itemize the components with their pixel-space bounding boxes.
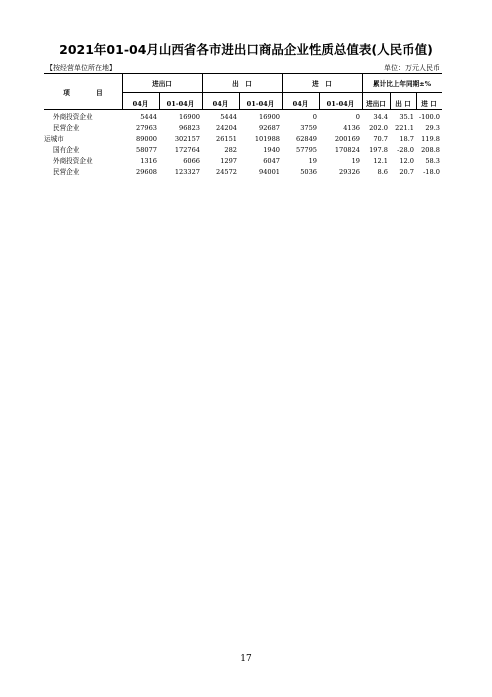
header-sub-divider	[159, 92, 160, 109]
table-cell: 29326	[339, 168, 360, 176]
table-cell: 16900	[179, 113, 200, 121]
row-label: 民营企业	[53, 124, 80, 132]
table-cell: 221.1	[395, 124, 414, 132]
table-row	[44, 167, 442, 178]
table-cell: 200169	[334, 135, 360, 143]
row-label: 外商投资企业	[53, 113, 93, 121]
table-cell: 6066	[183, 157, 200, 165]
header-column-divider	[362, 74, 363, 109]
table-cell: 96823	[179, 124, 200, 132]
header-sub-01-04: 01-04月	[246, 100, 275, 108]
header-column-divider	[282, 74, 283, 109]
header-sub-04: 04月	[292, 100, 309, 108]
row-label: 国有企业	[53, 146, 80, 154]
table-cell: 197.8	[369, 146, 388, 154]
table-cell: 34.4	[373, 113, 388, 121]
row-label: 运城市	[44, 135, 64, 143]
table-cell: 18.7	[399, 135, 414, 143]
table-cell: 282	[224, 146, 237, 154]
table-cell: 70.7	[373, 135, 388, 143]
table-cell: 57795	[296, 146, 317, 154]
table-row	[44, 145, 442, 156]
table-cell: 1940	[263, 146, 280, 154]
table-cell: 6047	[263, 157, 280, 165]
header-sub-01-04: 01-04月	[326, 100, 355, 108]
header-sub-divider	[390, 92, 391, 109]
table-cell: 5444	[140, 113, 157, 121]
table-header	[44, 74, 442, 109]
table-cell: 58.3	[425, 157, 440, 165]
table-cell: 101988	[254, 135, 280, 143]
table-cell: 5444	[220, 113, 237, 121]
table-cell: -100.0	[418, 113, 440, 121]
table-cell: 3759	[300, 124, 317, 132]
table-row	[44, 134, 442, 145]
table-cell: 29.3	[425, 124, 440, 132]
header-sub-yoy-total: 进出口	[366, 100, 386, 108]
table-cell: 170824	[334, 146, 360, 154]
table-row	[44, 112, 442, 123]
table-cell: 0	[312, 113, 317, 121]
table-cell: 19	[308, 157, 317, 165]
header-sub-divider	[416, 92, 417, 109]
row-label: 民营企业	[53, 168, 80, 176]
table-cell: 1297	[220, 157, 237, 165]
table-cell: 302157	[174, 135, 200, 143]
header-sub-04: 04月	[212, 100, 229, 108]
table-cell: 123327	[174, 168, 200, 176]
page-number: 17	[240, 654, 252, 664]
header-sub-divider	[239, 92, 240, 109]
table-header-rule	[44, 109, 442, 110]
table-cell: 92687	[259, 124, 280, 132]
unit-label: 单位：万元人民币	[384, 64, 440, 72]
table-body	[44, 112, 442, 178]
header-group-yoy: 累计比上年同期±%	[373, 80, 431, 88]
header-sub-divider	[319, 92, 320, 109]
table-cell: 58077	[136, 146, 157, 154]
table-cell: 202.0	[369, 124, 388, 132]
header-group-import: 进 口	[312, 80, 332, 88]
table-cell: 89000	[136, 135, 157, 143]
table-cell: 29608	[136, 168, 157, 176]
table-cell: 0	[355, 113, 360, 121]
header-sub-yoy-export: 出 口	[395, 100, 411, 108]
table-row	[44, 123, 442, 134]
table-cell: -28.0	[397, 146, 414, 154]
header-column-divider	[122, 74, 123, 109]
page-title: 2021年01-04月山西省各市进出口商品企业性质总值表(人民币值)	[59, 42, 433, 57]
table-cell: 27963	[136, 124, 157, 132]
table-cell: 26151	[216, 135, 237, 143]
row-label: 外商投资企业	[53, 157, 93, 165]
table-cell: 5036	[300, 168, 317, 176]
table-cell: 1316	[140, 157, 157, 165]
table-cell: 4136	[343, 124, 360, 132]
table-cell: 208.8	[421, 146, 440, 154]
header-sub-04: 04月	[132, 100, 149, 108]
table-cell: 16900	[259, 113, 280, 121]
table-cell: 19	[351, 157, 360, 165]
table-cell: -18.0	[423, 168, 440, 176]
table-cell: 35.1	[399, 113, 414, 121]
location-basis-note: 【按经营单位所在地】	[46, 64, 116, 72]
header-group-export: 出 口	[232, 80, 252, 88]
table-cell: 24204	[216, 124, 237, 132]
header-group-total: 进出口	[152, 80, 172, 88]
table-cell: 20.7	[399, 168, 414, 176]
table-cell: 172764	[174, 146, 200, 154]
table-cell: 62849	[296, 135, 317, 143]
header-sub-yoy-import: 进 口	[421, 100, 437, 108]
header-item-column: 项 目	[63, 89, 103, 97]
table-row	[44, 156, 442, 167]
table-cell: 8.6	[377, 168, 388, 176]
table-cell: 94001	[259, 168, 280, 176]
table-cell: 119.8	[421, 135, 440, 143]
header-column-divider	[202, 74, 203, 109]
table-cell: 12.1	[373, 157, 388, 165]
header-sub-01-04: 01-04月	[166, 100, 195, 108]
table-cell: 24572	[216, 168, 237, 176]
table-cell: 12.0	[399, 157, 414, 165]
